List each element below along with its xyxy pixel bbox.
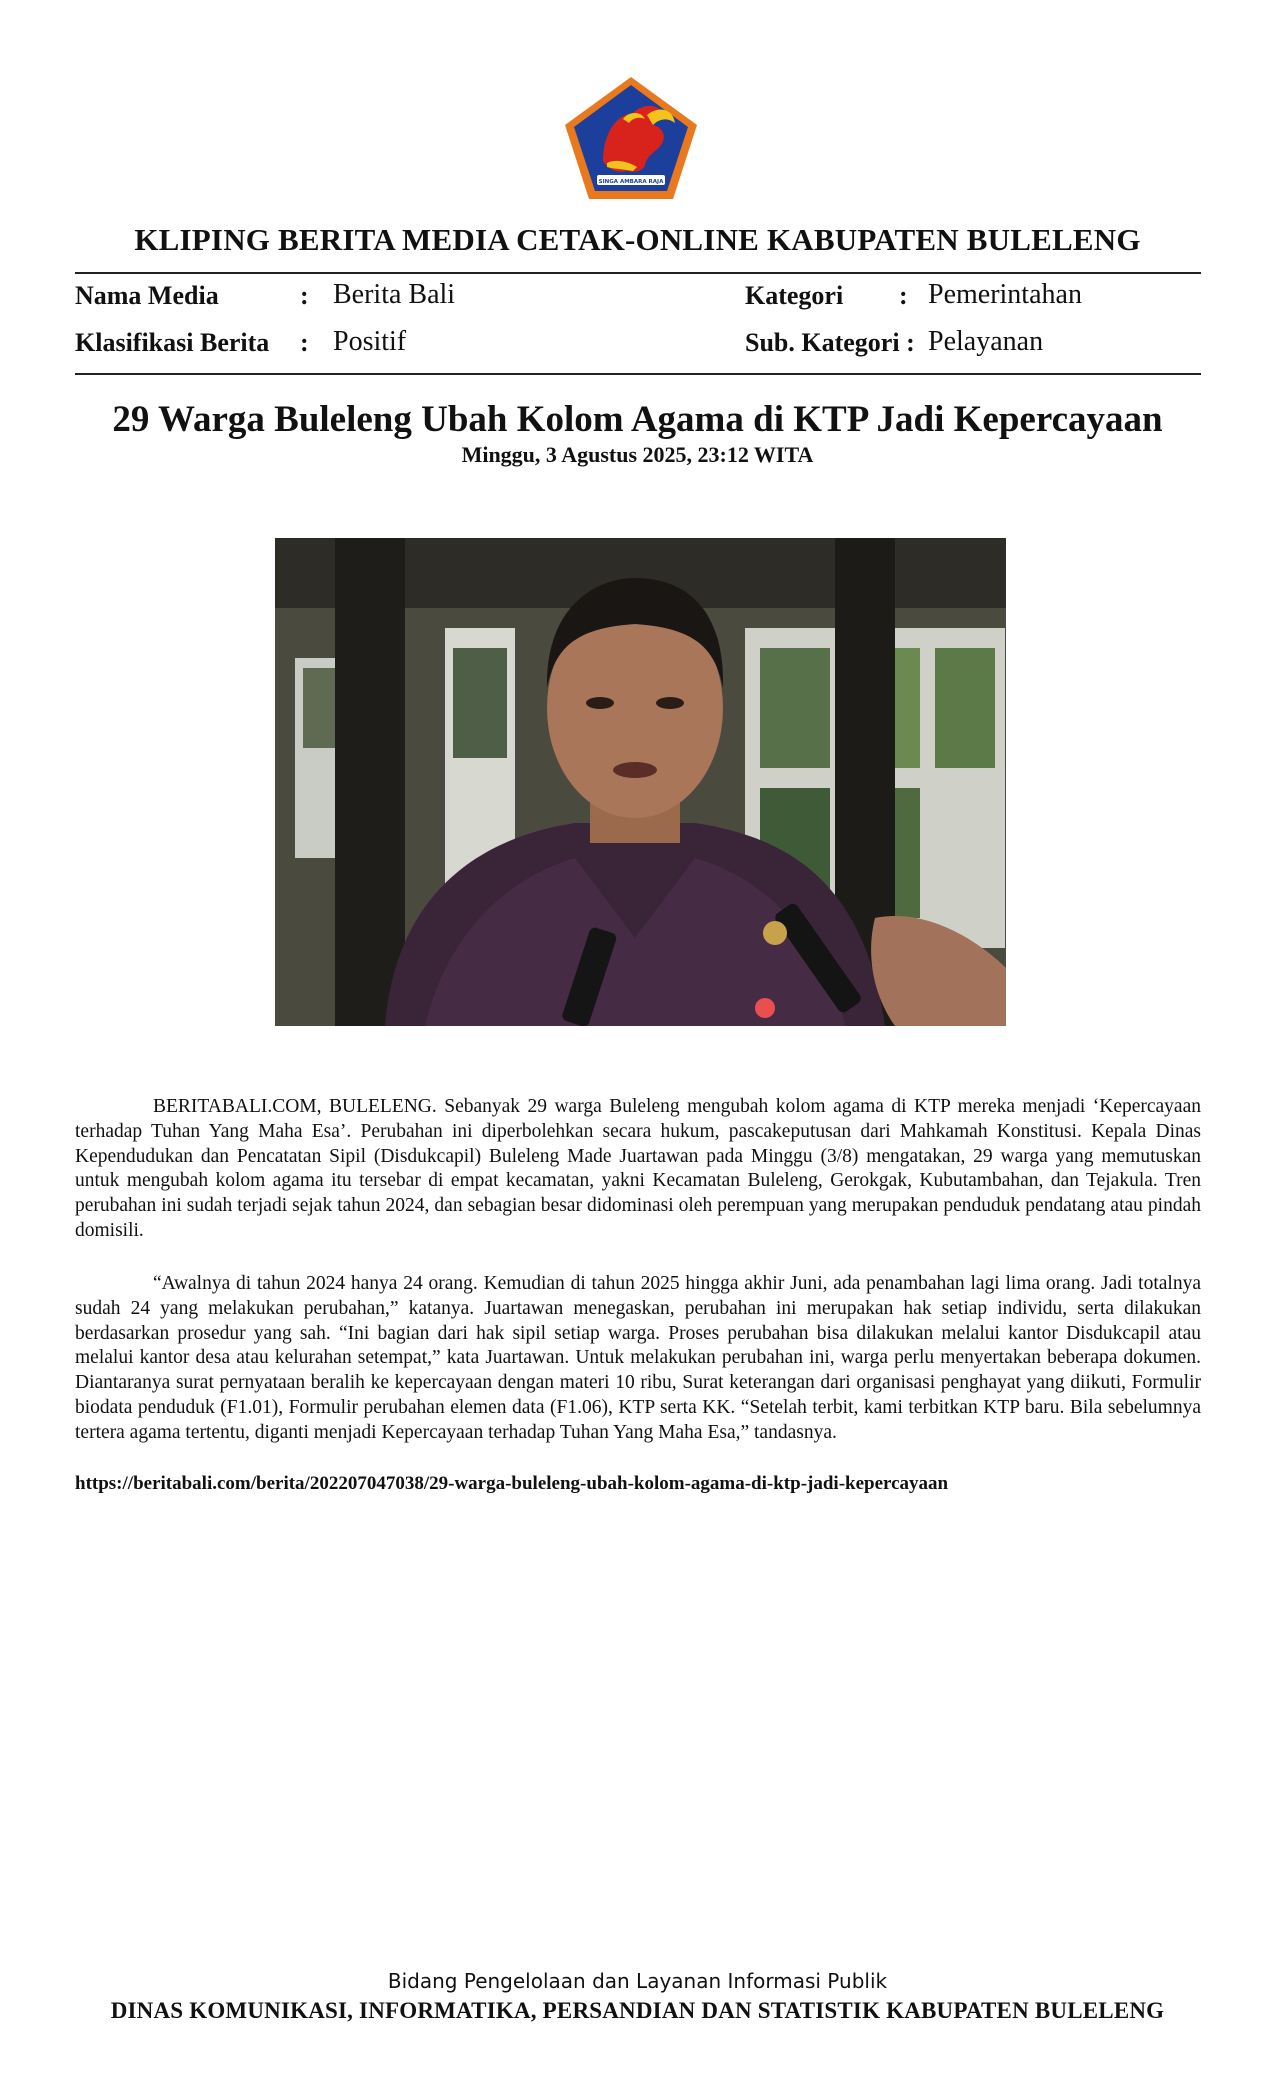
klasifikasi-value: Positif (333, 326, 407, 357)
buleleng-emblem-logo (563, 75, 699, 201)
article-photo (275, 538, 1006, 1026)
article-dateline: Minggu, 3 Agustus 2025, 23:12 WITA (461, 442, 814, 467)
footer-unit: Bidang Pengelolaan dan Layanan Informasi Publik (387, 1969, 888, 1993)
emblem-svg (563, 75, 699, 201)
article-headline: 29 Warga Buleleng Ubah Kolom Agama di KTP Jadi Kepercayaan (112, 399, 1163, 440)
divider-top (75, 272, 1201, 274)
klasifikasi-separator: : (300, 328, 309, 357)
klasifikasi-label: Klasifikasi Berita (75, 328, 270, 357)
media-value: Berita Bali (333, 279, 456, 310)
motto-text: SINGA AMBARA RAJA (598, 179, 664, 185)
subkategori-label: Sub. Kategori : (745, 328, 915, 357)
media-separator: : (300, 281, 309, 310)
divider-bottom (75, 373, 1201, 375)
kliping-title: KLIPING BERITA MEDIA CETAK-ONLINE KABUPATEN BULELENG (134, 222, 1141, 257)
kategori-separator: : (899, 281, 908, 310)
footer-organization: DINAS KOMUNIKASI, INFORMATIKA, PERSANDIAN DAN STATISTIK KABUPATEN BULELENG (110, 1998, 1165, 2023)
kategori-label: Kategori (745, 281, 844, 310)
kategori-value: Pemerintahan (928, 279, 1082, 310)
article-paragraph-2: “Awalnya di tahun 2024 hanya 24 orang. Kemudian di tahun 2025 hingga akhir Juni, ada penambahan lagi lima orang. Jadi totalnya sudah 24 yang melakukan perubahan,” katanya. Juartawan menegaskan, perubahan ini merupakan hak setiap individu, serta dilakukan berdasarkan prosedur yang sah. “Ini bagian dari hak sipil setiap warga. Proses perubahan bisa dilakukan melalui kantor Disdukcapil atau melalui kantor desa atau kelurahan setempat,” kata Juartawan. Untuk melakukan perubahan ini, warga perlu menyertakan beberapa dokumen. Diantaranya surat pernyataan beralih ke kepercayaan dengan materi 10 ribu, Surat keterangan dari organisasi penghayat yang diikuti, Formulir biodata penduduk (F1.01), Formulir perubahan elemen data (F1.06), KTP serta KK. “Setelah terbit, kami terbitkan KTP baru. Bila sebelumnya tertera agama tertentu, diganti menjadi Kepercayaan terhadap Tuhan Yang Maha Esa,” tandasnya. (75, 1273, 1201, 1443)
media-label: Nama Media (75, 281, 219, 310)
subkategori-value: Pelayanan (928, 326, 1044, 357)
photo-illustration (275, 538, 1006, 1026)
article-paragraph-1: BERITABALI.COM, BULELENG. Sebanyak 29 warga Buleleng mengubah kolom agama di KTP mereka menjadi ‘Kepercayaan terhadap Tuhan Yang Maha Esa’. Perubahan ini diperbolehkan secara hukum, pascakeputusan dari Mahkamah Konstitusi. Kepala Dinas Kependudukan dan Pencatatan Sipil (Disdukcapil) Buleleng Made Juartawan pada Minggu (3/8) mengatakan, 29 warga yang memutuskan untuk mengubah kolom agama itu tersebar di empat kecamatan, yakni Kecamatan Buleleng, Gerokgak, Kubutambahan, dan Tejakula. Tren perubahan ini sudah terjadi sejak tahun 2024, dan sebagian besar didominasi oleh perempuan yang merupakan penduduk pendatang atau pindah domisili. (75, 1096, 1201, 1241)
source-url-link[interactable]: https://beritabali.com/berita/202207047038/29-warga-buleleng-ubah-kolom-agama-di-ktp-jadi-kepercayaan (75, 1473, 949, 1494)
